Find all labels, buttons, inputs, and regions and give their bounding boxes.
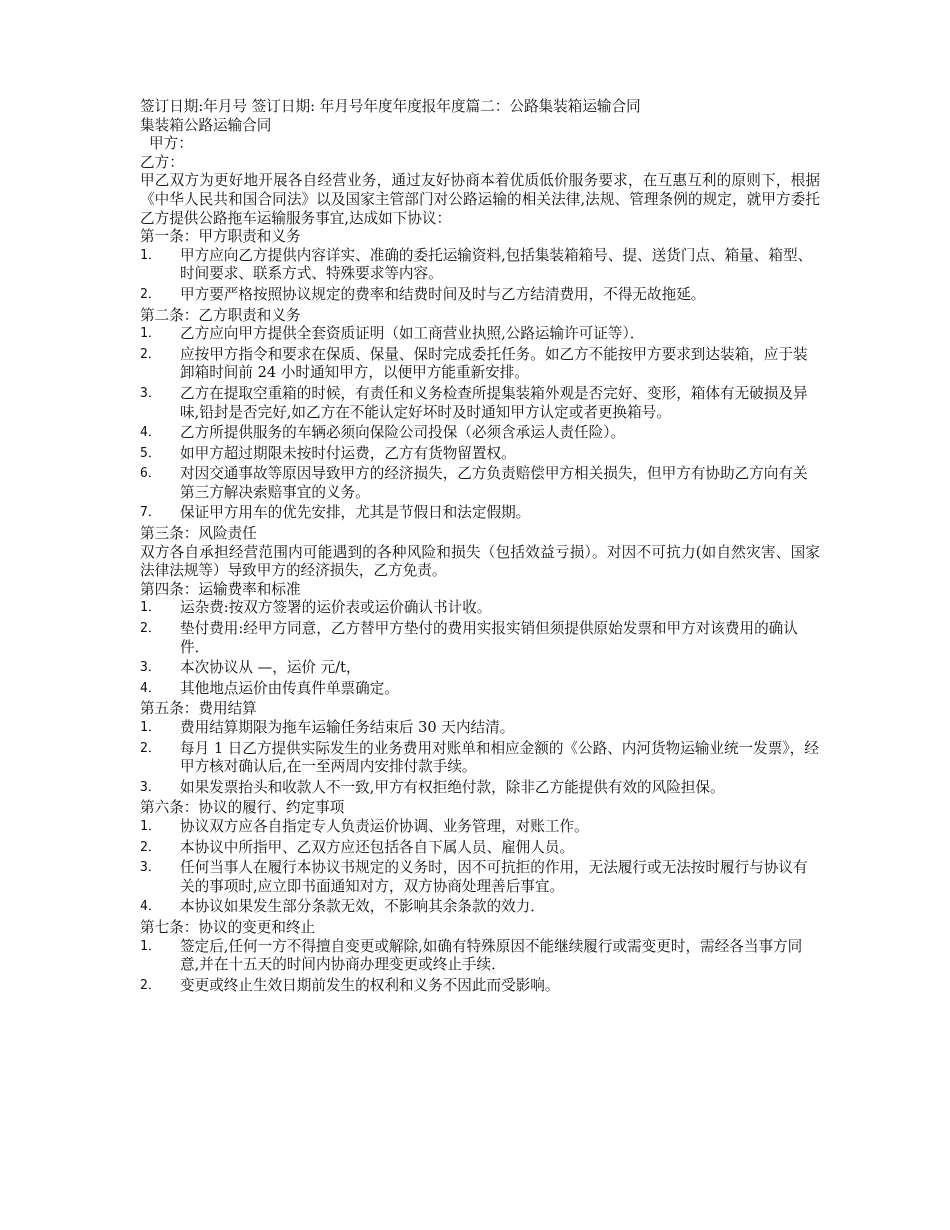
item-text: 垫付费用:经甲方同意，乙方替甲方垫付的费用实报实销但须提供原始发票和甲方对该费用的确认件． bbox=[180, 620, 798, 656]
list-item bbox=[140, 385, 820, 422]
party-b-label: 乙方： bbox=[140, 153, 184, 171]
item-text: 对因交通事故等原因导致甲方的经济损失，乙方负责赔偿甲方相关损失，但甲方有协助乙方向有关第三方解决索赔事宜的义务。 bbox=[180, 465, 808, 501]
item-number: 3． bbox=[140, 385, 161, 401]
item-text: 保证甲方用车的优先安排，尤其是节假日和法定假期。 bbox=[180, 504, 531, 522]
section-title: 第二条：乙方职责和义务 bbox=[140, 306, 301, 324]
section-paragraph: 双方各自承担经营范围内可能遇到的各种风险和损失（包括效益亏损）。对因不可抗力(如自然灾害、国家法律法规等）导致甲方的经济损失，乙方免责。 bbox=[140, 543, 820, 580]
item-number: 1． bbox=[140, 818, 161, 834]
item-number: 5． bbox=[140, 445, 161, 461]
item-text: 任何当事人在履行本协议书规定的义务时，因不可抗拒的作用，无法履行或无法按时履行与协议有关的事项时,应立即书面通知对方，双方协商处理善后事宜。 bbox=[180, 859, 808, 895]
list-item bbox=[140, 977, 820, 996]
list-item bbox=[140, 620, 820, 657]
item-text: 乙方应向甲方提供全套资质证明（如工商营业执照,公路运输许可证等）． bbox=[180, 325, 645, 343]
contract-document bbox=[140, 98, 820, 997]
list-item bbox=[140, 779, 820, 798]
list-item bbox=[140, 424, 820, 443]
list-item bbox=[140, 346, 820, 383]
item-number: 4． bbox=[140, 680, 161, 696]
list-item bbox=[140, 898, 820, 917]
item-number: 2． bbox=[140, 346, 161, 362]
party-a-label: 甲方： bbox=[149, 135, 193, 153]
item-text: 变更或终止生效日期前发生的权利和义务不因此而受影响。 bbox=[180, 976, 560, 994]
list-item bbox=[140, 839, 820, 858]
contract-section bbox=[140, 799, 820, 917]
signing-date-line: 签订日期:年月号 签订日期: 年月号年度年度报年度篇二：公路集装箱运输合同 bbox=[140, 98, 641, 115]
contract-section bbox=[140, 525, 820, 581]
list-item bbox=[140, 719, 820, 738]
contract-section bbox=[140, 700, 820, 797]
list-item bbox=[140, 818, 820, 837]
section-title: 第五条：费用结算 bbox=[140, 700, 257, 718]
list-item bbox=[140, 599, 820, 618]
section-title: 第三条：风险责任 bbox=[140, 525, 257, 543]
item-number: 7． bbox=[140, 505, 161, 521]
section-title: 第四条：运输费率和标准 bbox=[140, 580, 301, 598]
list-item bbox=[140, 445, 820, 464]
item-text: 乙方在提取空重箱的时候，有责任和义务检查所提集装箱外观是否完好、变形，箱体有无破损及异味,铅封是否完好,如乙方在不能认定好坏时及时通知甲方认定或者更换箱号。 bbox=[180, 384, 808, 421]
list-item bbox=[140, 504, 820, 523]
item-number: 1． bbox=[140, 720, 161, 735]
item-number: 6． bbox=[140, 466, 161, 482]
item-text: 每月 1 日乙方提供实际发生的业务费用对账单和相应金额的《公路、内河货物运输业统一发票》，经甲方核对确认后,在一至两周内安排付款手续。 bbox=[180, 739, 819, 776]
list-item bbox=[140, 659, 820, 678]
item-number: 1． bbox=[140, 247, 161, 263]
item-number: 2． bbox=[140, 621, 161, 637]
list-item bbox=[140, 247, 820, 284]
contract-section bbox=[140, 581, 820, 699]
item-number: 1． bbox=[140, 600, 161, 616]
item-text: 运杂费:按双方签署的运价表或运价确认书计收。 bbox=[180, 599, 492, 617]
list-item bbox=[140, 938, 820, 975]
item-text: 签定后,任何一方不得擅自变更或解除,如确有特殊原因不能继续履行或需变更时，需经各当事方同意,并在十五天的时间内协商办理变更或终止手续． bbox=[180, 937, 803, 974]
list-item bbox=[140, 740, 820, 777]
item-text: 费用结算期限为拖车运输任务结束后 30 天内结清。 bbox=[180, 719, 515, 736]
item-number: 3． bbox=[140, 779, 161, 795]
item-number: 3． bbox=[140, 660, 161, 676]
document-title: 集装箱公路运输合同 bbox=[140, 116, 272, 134]
item-text: 本协议中所指甲、乙双方应还包括各自下属人员、雇佣人员。 bbox=[180, 838, 575, 856]
item-number: 1． bbox=[140, 326, 161, 342]
item-number: 2． bbox=[140, 977, 161, 993]
list-item bbox=[140, 286, 820, 305]
item-number: 2． bbox=[140, 286, 161, 302]
item-text: 甲方要严格按照协议规定的费率和结费时间及时与乙方结清费用，不得无故拖延。 bbox=[180, 285, 706, 303]
item-text: 本次协议从 —，运价 元/t， bbox=[180, 659, 361, 677]
section-title: 第六条：协议的履行、约定事项 bbox=[140, 799, 345, 817]
list-item bbox=[140, 465, 820, 502]
item-text: 本协议如果发生部分条款无效，不影响其余条款的效力． bbox=[180, 898, 545, 916]
contract-section bbox=[140, 919, 820, 995]
item-text: 乙方所提供服务的车辆必须向保险公司投保（必须含承运人责任险）。 bbox=[180, 424, 626, 442]
item-number: 2． bbox=[140, 839, 161, 855]
item-text: 其他地点运价由传真件单票确定。 bbox=[180, 679, 399, 697]
item-number: 4． bbox=[140, 899, 161, 915]
item-number: 3． bbox=[140, 860, 161, 876]
item-number: 2． bbox=[140, 740, 161, 756]
list-item bbox=[140, 859, 820, 896]
item-text: 甲方应向乙方提供内容详实、准确的委托运输资料,包括集装箱箱号、提、送货门点、箱量、箱型、时间要求、联系方式、特殊要求等内容。 bbox=[180, 246, 813, 283]
list-item bbox=[140, 680, 820, 699]
item-text: 如果发票抬头和收款人不一致,甲方有权拒绝付款，除非乙方能提供有效的风险担保。 bbox=[180, 778, 725, 796]
item-number: 4． bbox=[140, 425, 161, 441]
contract-section bbox=[140, 228, 820, 304]
section-title: 第七条：协议的变更和终止 bbox=[140, 918, 316, 936]
list-item bbox=[140, 325, 820, 344]
item-text: 如甲方超过期限未按时付运费，乙方有货物留置权。 bbox=[180, 444, 516, 462]
item-number: 1． bbox=[140, 938, 161, 954]
item-text: 应按甲方指令和要求在保质、保量、保时完成委托任务。如乙方不能按甲方要求到达装箱，应于装卸箱时间前 24 小时通知甲方，以便甲方能重新安排。 bbox=[180, 345, 808, 382]
item-text: 协议双方应各自指定专人负责运价协调、业务管理，对账工作。 bbox=[180, 817, 589, 835]
section-title: 第一条：甲方职责和义务 bbox=[140, 228, 301, 246]
contract-section bbox=[140, 307, 820, 524]
contract-sections bbox=[140, 228, 820, 995]
intro-paragraph: 甲乙双方为更好地开展各自经营业务，通过友好协商本着优质低价服务要求，在互惠互利的原则下，根据《中华人民共和国合同法》以及国家主管部门对公路运输的相关法律,法规、管理条例的规定，就甲方委托乙方提供公路拖车运输服务事宜,达成如下协议： bbox=[140, 172, 820, 227]
